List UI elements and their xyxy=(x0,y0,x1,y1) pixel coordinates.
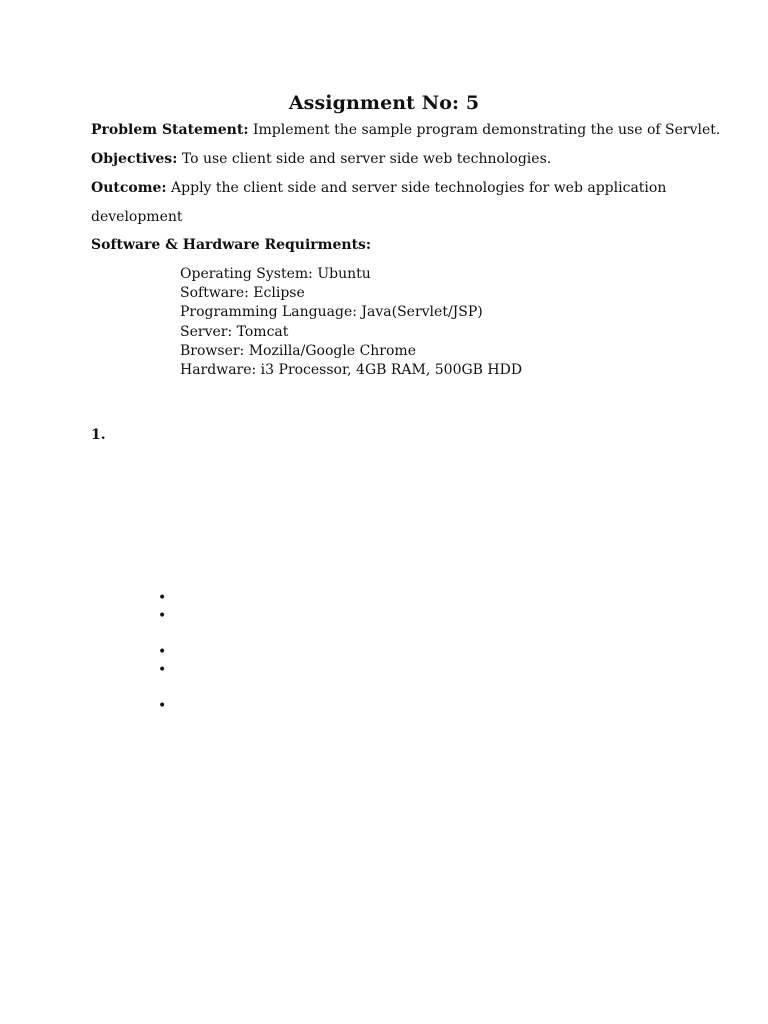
page-title: Assignment No: 5 xyxy=(288,92,480,114)
outcome-line xyxy=(91,180,666,196)
outcome-label: Outcome: xyxy=(91,180,167,196)
problem-statement-label: Problem Statement: xyxy=(91,122,249,138)
outcome-text: Apply the client side and server side technologies for web application xyxy=(171,180,667,196)
outcome-continuation: development xyxy=(91,209,183,225)
requirement-item-software: Software: Eclipse xyxy=(180,285,305,301)
objectives-text: To use client side and server side web technologies. xyxy=(181,151,552,167)
requirements-heading-text: Software & Hardware Requirments: xyxy=(91,237,372,253)
bullet-point: • xyxy=(158,698,167,714)
objectives-line xyxy=(91,151,551,167)
requirement-item-hardware: Hardware: i3 Processor, 4GB RAM, 500GB HDD xyxy=(180,362,523,378)
problem-statement-text: Implement the sample program demonstrating the use of Servlet. xyxy=(252,122,721,138)
bullet-point: • xyxy=(158,608,167,624)
objectives-label: Objectives: xyxy=(91,151,178,167)
requirement-item-os: Operating System: Ubuntu xyxy=(180,266,371,282)
bullet-point: • xyxy=(158,662,167,678)
bullet-point: • xyxy=(158,590,167,606)
bullet-point: • xyxy=(158,644,167,660)
requirements-heading xyxy=(91,237,371,253)
problem-statement-line xyxy=(91,122,720,138)
requirement-item-language: Programming Language: Java(Servlet/JSP) xyxy=(180,304,483,320)
requirement-item-browser: Browser: Mozilla/Google Chrome xyxy=(180,343,416,359)
requirement-item-server: Server: Tomcat xyxy=(180,324,289,340)
section-number: 1. xyxy=(91,427,106,443)
